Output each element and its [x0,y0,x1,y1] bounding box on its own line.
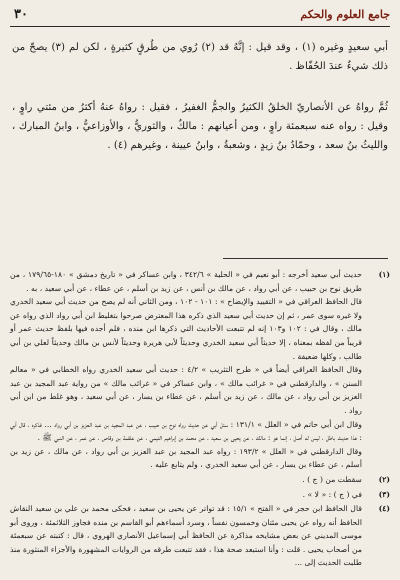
footnote-number: (٤) [378,504,390,514]
footnote-separator [223,258,388,259]
footnote [10,502,390,570]
footnote-paragraph: حديث أبي سعيد أخرجه : أبو نعيم في « الحلية » ٣٤٢/٦ ، وابن عساكر في « تاريخ دمشق » ١٨٠-١٧٩/٦٥ ، من طريق نوح بن حبيب ، عن أبي رواد ، عن مالك بن أنس ، عن زيد بن أسلم ، عن عطاء ، عن أبي سعيد ، به . [10,270,362,293]
footnote-body [10,488,368,502]
footnote-paragraph: قال الحافظ ابن حجر في « الفتح » ١٥/١ : قد تواتر عن يحيى بن سعيد ، فحكى محمد بن علي بن سعيد النقاش الحافظ أنه رواه عن يحيى مئتان وخمسون نفساً ، وسرد أسماءهم أبو القاسم بن منده فجاوز الثلاثمئة ، وروى أبو موسى المديني عن بعض مشايخه مذاكرة عن الحافظ أبي إسماعيل الأنصاري الهروي ، قال : كتبته عن سبعمئة من أصحاب يحيى . قلت : وأنا استبعد صحة هذا ، فقد تتبعت طرقه من الروايات المشهورة والأجزاء المنثورة منذ طلبت الحديث إلى ... [10,504,362,568]
footnote-paragraph: وقال ابن أبي حاتم في « العلل » ١٣١/١ : سئل أبي عن حديث رواه نوح بن حبيب ، عن عبد المجيد بن عبد العزيز بن أبي رواد ... فذكره ، قال أبي : هذا حديث باطل ، ليس له أصل ، إنما هو : مالك ، عن يحيى بن سعيد ، عن محمد بن إبراهيم التيمي ، عن علقمة بن وقاص ، عن عمر ، عن النبي ﷺ . [10,419,362,443]
main-paragraph-2: ثُمَّ رواهُ عن الأنصاريّ الخلقُ الكثيرُ والجمُّ الغفيرُ ، فقيل : رواهُ عنهُ أكثرُ من مئتي راوٍ ، وقيل : رواه عنه سبعمئة راوٍ ، ومن أعيانهم : مالكٌ ، والثوريُّ ، والأوزاعيُّ ، وابنُ المبارك ، والليثُ بنُ سعد ، وحمّادُ بنُ زيدٍ ، وشعبةُ ، وابنُ عيينة ، وغيرهم (٤) . [12,102,388,151]
footnote-body [10,473,368,487]
footnote-paragraph: وقال الدارقطني في « العلل » ١٩٣/٢ : رواه عبد المجيد بن عبد العزيز بن أبي رواد ، عن مالك ، عن زيد بن أسلم ، عن عطاء بن يسار ، عن أبي سعيد الخدري ، ولم يتابع عليه . [10,446,362,470]
running-title: جامع العلوم والحكم [300,7,390,21]
footnote [10,488,390,502]
page-number: ٣٠ [14,6,28,22]
footnote-paragraph: سقطت من ( ج ) . [302,474,362,484]
footnote-body [10,268,368,472]
main-paragraph-1: أبي سعيدٍ وغيره (١) ، وقد قيل : إنَّهُ قد (٢) رُوي من طُرقٍ كثيرةٍ ، لكن لم (٣) يصحّ من ذلك شيءٌ عندَ الحُفّاظ . [12,42,388,72]
main-text [12,38,388,167]
footnote-body [10,502,368,570]
footnote-number: (٣) [378,489,390,499]
header-rule [10,26,390,27]
footnote-paragraph: قال الحافظ العراقي في « التقييد والإيضاح » : ١٠١ - ١٠٢ ، ومن الثاني أنه لم يصح من حديث أبي سعيد الخدري ولا غيره سوى عمر ، ثم إن حديث أبي سعيد الذي ذكره هذا المعترض صرحوا بتغليط ابن أبي رواد الذي رواه عن مالك ، وقال في : ١٠٢ و١٠٣ إنه لم تتبعت الأحاديث التي ذكرها ابن منده ، فلم أجده فيها بلفظ حديث عمر أو قريباً من لفظه بمعناه ، إلا حديثاً أبي سعيد الخدري وحديثاً لأبي هريرة وحديثاً لأنس بن مالك وحديثاً لعلي بن أبي طالب ، وكلها ضعيفة . [10,297,363,361]
footnote-paragraph: في ( ج ) : « لا » . [302,489,362,499]
footnote-paragraph: وقال الحافظ العراقي أيضاً في « طرح التثريب » ٤/٢ : حديث أبي سعيد الخدري رواه الخطابي في « معالم السنن » ، والدارقطني في « غرائب مالك » ، وابن عساكر في « غرائب مالك » من رواية عبد المجيد بن عبد العزيز بن أبي رواد ، عن مالك ، عن زيد بن أسلم ، عن عطاء بن يسار ، عن أبي سعيد ، وهو غلط من ابن أبي رواد . [10,365,362,415]
footnote-number: (٢) [378,474,390,484]
footnotes [10,268,390,571]
footnote-number: (١) [378,270,390,279]
footnote [10,268,390,472]
footnote [10,473,390,487]
page-header [14,4,390,24]
